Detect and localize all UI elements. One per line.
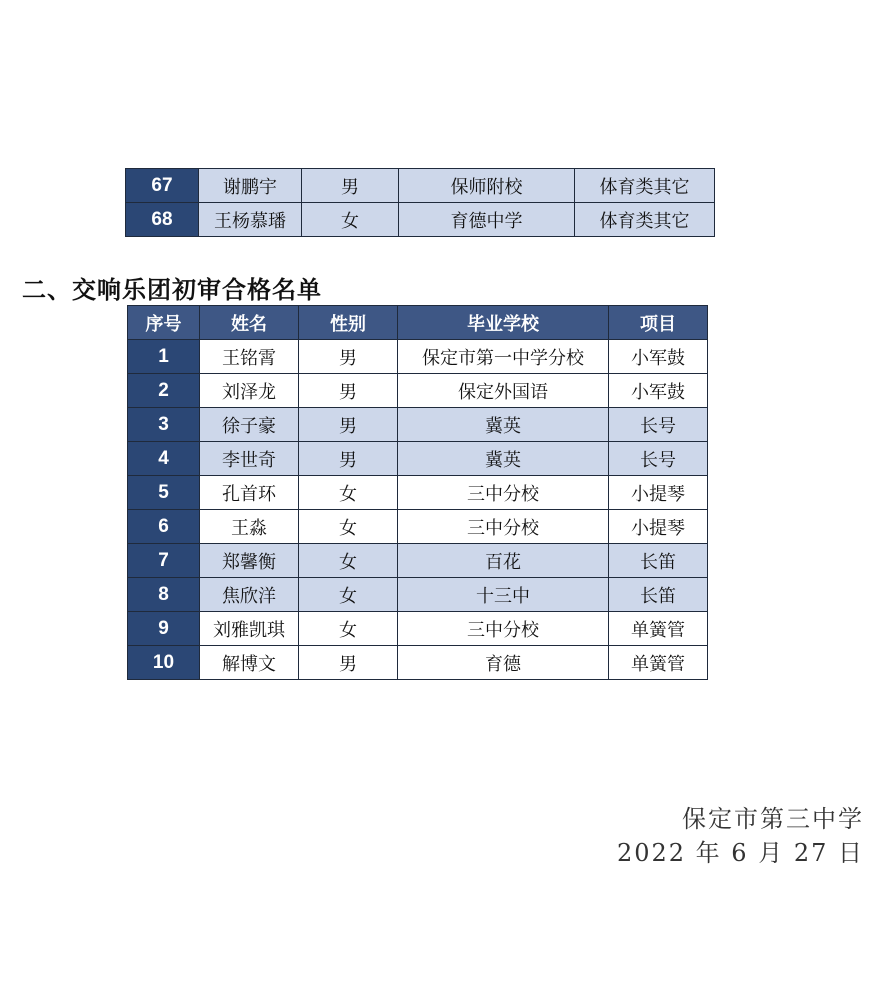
row-number: 4: [128, 442, 200, 476]
student-school: 三中分校: [398, 476, 609, 510]
table-row: [128, 578, 708, 612]
student-item: 长笛: [609, 578, 708, 612]
row-number: 67: [126, 169, 199, 203]
row-number: 68: [126, 203, 199, 237]
previous-list-table: [125, 168, 715, 237]
student-item: 体育类其它: [575, 203, 715, 237]
table-row: [128, 442, 708, 476]
table-row: [126, 203, 715, 237]
student-name: 谢鹏宇: [199, 169, 302, 203]
row-number: 1: [128, 340, 200, 374]
table-row: [128, 408, 708, 442]
document-footer: [617, 802, 864, 870]
table-header-row: [128, 306, 708, 340]
header-school: 毕业学校: [398, 306, 609, 340]
student-item: 小提琴: [609, 510, 708, 544]
orchestra-list-table: [127, 305, 708, 680]
table-row: [128, 374, 708, 408]
student-gender: 男: [299, 374, 398, 408]
student-gender: 男: [299, 442, 398, 476]
student-school: 冀英: [398, 442, 609, 476]
table-row: [128, 646, 708, 680]
row-number: 3: [128, 408, 200, 442]
student-school: 三中分校: [398, 510, 609, 544]
student-school: 三中分校: [398, 612, 609, 646]
header-gender: 性别: [299, 306, 398, 340]
row-number: 9: [128, 612, 200, 646]
student-school: 十三中: [398, 578, 609, 612]
table-row: [126, 169, 715, 203]
issue-date: 2022 年 6 月 27 日: [616, 839, 864, 867]
student-item: 小军鼓: [609, 374, 708, 408]
student-name: 王杨慕璠: [199, 203, 302, 237]
student-item: 小提琴: [609, 476, 708, 510]
student-item: 长号: [609, 442, 708, 476]
row-number: 5: [128, 476, 200, 510]
student-gender: 女: [299, 612, 398, 646]
student-gender: 男: [299, 408, 398, 442]
student-name: 郑馨衡: [200, 544, 299, 578]
row-number: 6: [128, 510, 200, 544]
student-school: 保师附校: [399, 169, 575, 203]
student-name: 孔首环: [200, 476, 299, 510]
row-number: 7: [128, 544, 200, 578]
student-item: 长笛: [609, 544, 708, 578]
student-school: 保定市第一中学分校: [398, 340, 609, 374]
student-gender: 男: [299, 646, 398, 680]
student-school: 保定外国语: [398, 374, 609, 408]
student-item: 体育类其它: [575, 169, 715, 203]
table-row: [128, 544, 708, 578]
student-name: 王铭霄: [200, 340, 299, 374]
student-gender: 女: [299, 476, 398, 510]
student-gender: 女: [302, 203, 399, 237]
student-gender: 男: [302, 169, 399, 203]
section-heading: 二、交响乐团初审合格名单: [22, 276, 322, 304]
student-name: 王淼: [200, 510, 299, 544]
student-name: 刘泽龙: [200, 374, 299, 408]
row-number: 2: [128, 374, 200, 408]
student-name: 李世奇: [200, 442, 299, 476]
student-item: 单簧管: [609, 612, 708, 646]
student-school: 育德: [398, 646, 609, 680]
student-item: 小军鼓: [609, 340, 708, 374]
header-item: 项目: [609, 306, 708, 340]
header-number: 序号: [128, 306, 200, 340]
row-number: 8: [128, 578, 200, 612]
student-gender: 女: [299, 510, 398, 544]
student-item: 长号: [609, 408, 708, 442]
issuing-organization: 保定市第三中学: [682, 805, 864, 833]
student-name: 徐子豪: [200, 408, 299, 442]
student-school: 育德中学: [399, 203, 575, 237]
table-row: [128, 612, 708, 646]
student-gender: 女: [299, 544, 398, 578]
row-number: 10: [128, 646, 200, 680]
header-name: 姓名: [200, 306, 299, 340]
student-name: 解博文: [200, 646, 299, 680]
student-gender: 女: [299, 578, 398, 612]
table-row: [128, 340, 708, 374]
student-gender: 男: [299, 340, 398, 374]
student-school: 冀英: [398, 408, 609, 442]
student-item: 单簧管: [609, 646, 708, 680]
student-name: 焦欣洋: [200, 578, 299, 612]
table-row: [128, 510, 708, 544]
student-school: 百花: [398, 544, 609, 578]
student-name: 刘雅凯琪: [200, 612, 299, 646]
table-row: [128, 476, 708, 510]
